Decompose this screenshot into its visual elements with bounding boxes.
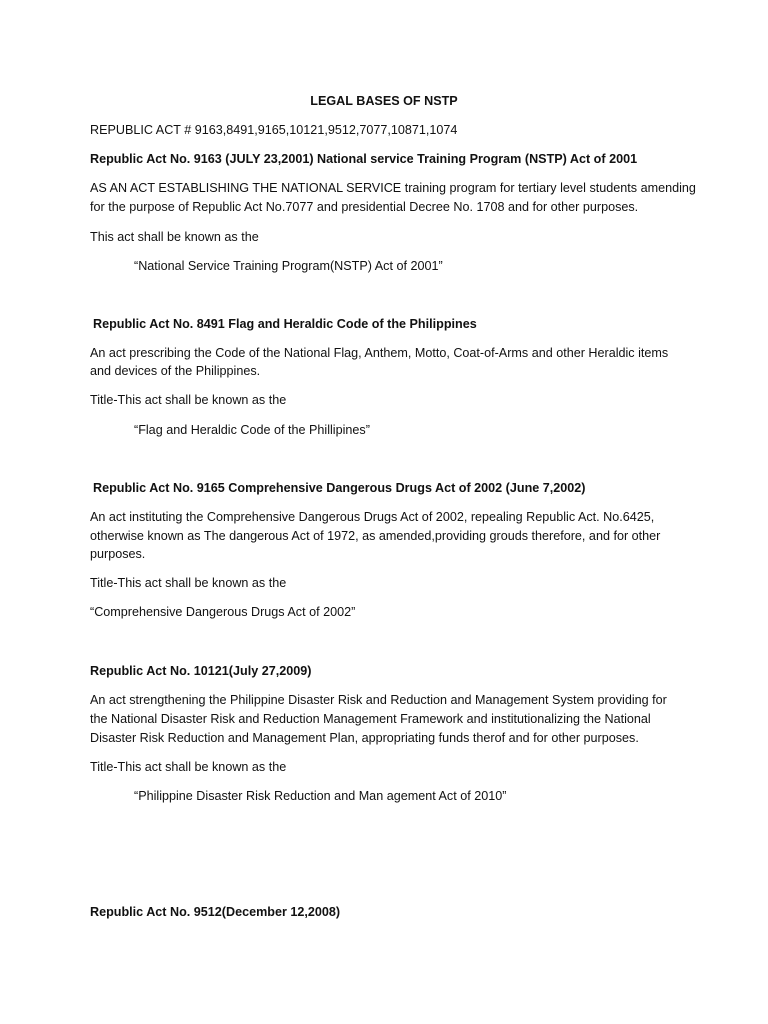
section-heading-ra9163: Republic Act No. 9163 (JULY 23,2001) National service Training Program (NSTP) Act of 2001 (90, 152, 638, 166)
section-body-line: purposes. (90, 547, 146, 561)
known-as-line: Title-This act shall be known as the (90, 760, 287, 774)
section-body-line: Disaster Risk Reduction and Management Plan, appropriating funds therof and for other purposes. (90, 731, 639, 745)
known-as-line: Title-This act shall be known as the (90, 576, 287, 590)
section-body-line: otherwise known as The dangerous Act of 1972, as amended,providing grouds therefore, and for other (90, 529, 661, 543)
section-heading-ra8491: Republic Act No. 8491 Flag and Heraldic Code of the Philippines (93, 317, 477, 331)
section-heading-ra9165: Republic Act No. 9165 Comprehensive Dangerous Drugs Act of 2002 (June 7,2002) (93, 481, 586, 495)
section-body-line: AS AN ACT ESTABLISHING THE NATIONAL SERVICE training program for tertiary level students amending (90, 181, 696, 195)
known-as-line: This act shall be known as the (90, 230, 259, 244)
section-body-line: for the purpose of Republic Act No.7077 and presidential Decree No. 1708 and for other purposes. (90, 200, 639, 214)
section-body-line: the National Disaster Risk and Reduction Management Framework and institutionalizing the National (90, 712, 651, 726)
document-title: LEGAL BASES OF NSTP (310, 94, 458, 108)
section-body-line: and devices of the Philippines. (90, 364, 261, 378)
short-title-quote: “Comprehensive Dangerous Drugs Act of 2002” (90, 605, 356, 619)
section-heading-ra9512: Republic Act No. 9512(December 12,2008) (90, 905, 341, 919)
section-body-line: An act instituting the Comprehensive Dangerous Drugs Act of 2002, repealing Republic Act. No.6425, (90, 510, 655, 524)
known-as-line: Title-This act shall be known as the (90, 393, 287, 407)
section-body-line: An act strengthening the Philippine Disaster Risk and Reduction and Management System providing for (90, 693, 667, 707)
section-heading-ra10121: Republic Act No. 10121(July 27,2009) (90, 664, 312, 678)
acts-list: REPUBLIC ACT # 9163,8491,9165,10121,9512,7077,10871,1074 (90, 123, 458, 137)
short-title-quote: “Flag and Heraldic Code of the Phillipines” (134, 423, 370, 437)
short-title-quote: “National Service Training Program(NSTP) Act of 2001” (134, 259, 443, 273)
section-body-line: An act prescribing the Code of the National Flag, Anthem, Motto, Coat-of-Arms and other Heraldic items (90, 346, 669, 360)
short-title-quote: “Philippine Disaster Risk Reduction and Man agement Act of 2010” (134, 789, 507, 803)
